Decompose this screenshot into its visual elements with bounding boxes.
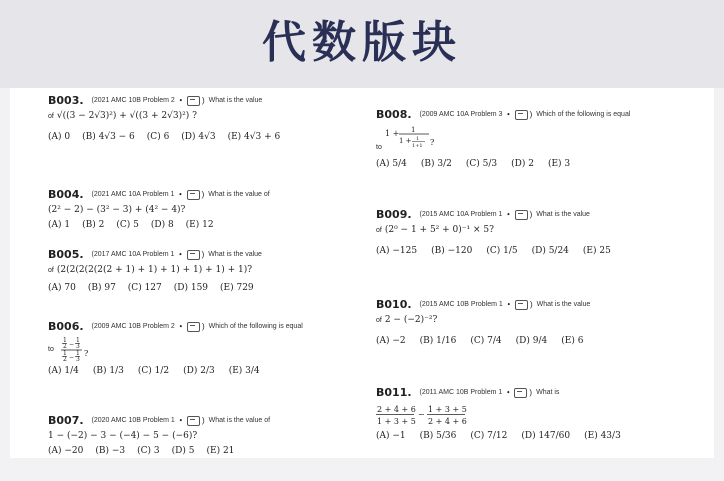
svg-text:3: 3 — [75, 355, 80, 362]
problem-source: (2009 AMC 10B Problem 2 — [91, 322, 175, 330]
answer-c: (C) 1/5 — [486, 246, 518, 256]
svg-text:1 +: 1 + — [398, 136, 412, 145]
problem-b009: B009. (2015 AMC 10A Problem 1 • ) What is the value of (2⁰ − 1 + 5² + 0)⁻¹ × 5? (A) −125 (B) −120 (C) 1/5 (D) 5/24 (E) 25 — [376, 208, 611, 256]
fraction-difference-expression — [376, 403, 472, 427]
answer-b: (B) 1/16 — [419, 336, 457, 346]
problem-b006: B006. (2009 AMC 10B Problem 2 • ) Which of the following is equal to 1 2 − 1 3 1 2 − 1 3 ? (A) 1/4 (B) 1/3 (C) 1/2 (D) 2/3 (E) 3/4 — [48, 320, 303, 376]
svg-text:?: ? — [429, 137, 435, 147]
answer-a: (A) 70 — [48, 283, 76, 293]
problem-question: What is the value — [536, 210, 590, 218]
problem-prefix: to — [376, 144, 382, 151]
problem-prefix: of — [376, 226, 382, 234]
problem-code: B007. — [48, 414, 84, 427]
answer-a: (A) 0 — [48, 132, 71, 142]
answer-a: (A) −2 — [376, 336, 406, 346]
problem-b003: B003. (2021 AMC 10B Problem 2 • ) What is the value of √((3 − 2√3)²) + √((3 + 2√3)²) ? (A) 0 (B) 4√3 − 6 (C) 6 (D) 4√3 (E) 4√3 + 6 — [48, 94, 281, 142]
svg-text:−: − — [418, 409, 425, 419]
answer-e: (E) 6 — [561, 336, 584, 346]
problem-code: B003. — [48, 94, 84, 107]
answer-d: (D) 4√3 — [181, 132, 216, 142]
answer-e: (E) 21 — [206, 446, 235, 456]
problem-b011: B011. (2011 AMC 10B Problem 1 • ) What is 2 + 4 + 6 1 + 3 + 5 − 1 + 3 + 5 2 + 4 + 6 (A) −1 (B) 5/36 (C) 7/12 (D) 147/60 (E) 43/3 — [376, 386, 621, 441]
problem-question: What is — [536, 388, 560, 396]
answer-e: (E) 43/3 — [584, 430, 621, 441]
answer-c: (C) 7/4 — [470, 336, 502, 346]
svg-text:2: 2 — [62, 355, 67, 362]
book-icon — [187, 190, 200, 200]
svg-text:2 + 4 + 6: 2 + 4 + 6 — [377, 404, 416, 414]
problem-source: (2015 AMC 10B Problem 1 — [419, 300, 503, 308]
problem-source: (2020 AMC 10B Problem 1 — [91, 416, 175, 424]
problem-expression: √((3 − 2√3)²) + √((3 + 2√3)²) ? — [56, 110, 197, 121]
problem-source: (2021 AMC 10A Problem 1 — [91, 190, 175, 198]
problem-expression: (2² − 2) − (3² − 3) + (4² − 4)? — [48, 204, 186, 215]
svg-text:1: 1 — [415, 135, 420, 142]
problem-question: What is the value of — [208, 190, 270, 198]
complex-fraction-expression — [60, 336, 98, 362]
problem-expression: (2⁰ − 1 + 5² + 0)⁻¹ × 5? — [384, 224, 494, 235]
answer-d: (D) 8 — [150, 220, 174, 230]
svg-text:−: − — [68, 340, 74, 348]
problem-code: B010. — [376, 298, 412, 311]
problem-code: B008. — [376, 108, 412, 121]
problem-expression: (2(2(2(2(2(2 + 1) + 1) + 1) + 1) + 1) + 1)? — [56, 264, 253, 275]
problem-b005: B005. (2017 AMC 10A Problem 1 • ) What is the value of (2(2(2(2(2(2 + 1) + 1) + 1) + 1) + 1) + 1)? (A) 70 (B) 97 (C) 127 (D) 159 (E) 729 — [48, 248, 262, 293]
svg-text:2 + 4 + 6: 2 + 4 + 6 — [428, 416, 467, 426]
answer-b: (B) −3 — [95, 446, 126, 456]
answer-b: (B) −120 — [431, 246, 473, 256]
svg-text:1+1: 1+1 — [411, 142, 423, 149]
problem-expression: 1 − (−2) − 3 − (−4) − 5 − (−6)? — [48, 430, 198, 441]
answer-a: (A) −20 — [48, 446, 84, 456]
svg-text:1: 1 — [75, 336, 80, 344]
book-icon — [515, 300, 528, 310]
svg-text:1 +: 1 + — [384, 128, 400, 138]
book-icon — [515, 110, 528, 120]
problem-code: B005. — [48, 248, 84, 261]
answer-c: (C) 127 — [127, 283, 162, 293]
answer-e: (E) 4√3 + 6 — [227, 132, 281, 142]
problem-question: What is the value — [208, 96, 263, 104]
problem-source: (2015 AMC 10A Problem 1 — [419, 210, 503, 218]
svg-text:1 + 3 + 5: 1 + 3 + 5 — [377, 416, 416, 426]
problem-code: B011. — [376, 386, 412, 399]
answer-e: (E) 729 — [220, 283, 254, 293]
problem-source: (2011 AMC 10B Problem 1 — [419, 388, 503, 396]
book-icon — [515, 210, 528, 220]
answer-b: (B) 3/2 — [420, 158, 452, 169]
answer-c: (C) 3 — [137, 446, 160, 456]
answer-b: (B) 5/36 — [419, 430, 457, 441]
answer-e: (E) 12 — [185, 220, 214, 230]
answer-c: (C) 7/12 — [470, 430, 508, 441]
answer-b: (B) 4√3 − 6 — [82, 132, 135, 142]
svg-text:1 + 3 + 5: 1 + 3 + 5 — [428, 404, 467, 414]
problem-b008: B008. (2009 AMC 10A Problem 3 • ) Which of the following is equal to 1 + 1 1 + 1 1+1 ? (A) 5/4 (B) 3/2 (C) 5/3 (D) 2 (E) 3 — [376, 108, 631, 169]
problem-question: What is the value — [208, 250, 262, 258]
answer-b: (B) 2 — [82, 220, 105, 230]
problem-source: (2009 AMC 10A Problem 3 — [419, 110, 503, 118]
continued-fraction-expression — [385, 125, 437, 153]
answer-a: (A) −1 — [376, 430, 406, 441]
svg-text:?: ? — [83, 348, 89, 358]
problem-source: (2021 AMC 10B Problem 2 — [91, 96, 175, 104]
problem-prefix: of — [48, 112, 54, 120]
svg-text:−: − — [68, 353, 74, 361]
answer-d: (D) 5 — [171, 446, 195, 456]
answer-a: (A) 1 — [48, 220, 71, 230]
problem-prefix: of — [48, 266, 54, 274]
answer-d: (D) 159 — [173, 283, 209, 293]
answer-c: (C) 1/2 — [137, 365, 170, 376]
book-icon — [514, 388, 527, 398]
problem-question: What is the value of — [208, 416, 271, 424]
answer-b: (B) 97 — [87, 283, 116, 293]
svg-text:2: 2 — [62, 342, 67, 350]
book-icon — [187, 322, 200, 332]
answer-e: (E) 3 — [547, 158, 571, 169]
problem-b004: B004. (2021 AMC 10A Problem 1 • ) What is the value of (2² − 2) − (3² − 3) + (4² − 4)? (A) 1 (B) 2 (C) 5 (D) 8 (E) 12 — [48, 188, 270, 230]
answer-d: (D) 2 — [511, 158, 534, 169]
svg-text:1: 1 — [410, 125, 416, 134]
svg-text:3: 3 — [75, 342, 80, 350]
answer-a: (A) 1/4 — [48, 365, 79, 376]
answer-e: (E) 25 — [582, 246, 611, 256]
answer-e: (E) 3/4 — [228, 365, 260, 376]
problem-prefix: to — [48, 346, 54, 354]
problem-question: What is the value — [536, 300, 591, 308]
answer-d: (D) 9/4 — [515, 336, 548, 346]
book-icon — [187, 250, 200, 260]
answer-d: (D) 147/60 — [521, 430, 571, 441]
problem-code: B006. — [48, 320, 84, 333]
answer-d: (D) 5/24 — [531, 246, 569, 256]
book-icon — [187, 96, 200, 106]
answer-c: (C) 5/3 — [465, 158, 498, 169]
book-icon — [187, 416, 200, 426]
problem-sheet — [10, 88, 714, 458]
problem-prefix: of — [376, 316, 382, 324]
title-banner — [0, 0, 724, 88]
problem-code: B009. — [376, 208, 412, 221]
problem-source: (2017 AMC 10A Problem 1 — [91, 250, 175, 258]
answer-a: (A) 5/4 — [376, 158, 407, 169]
problem-question: Which of the following is equal — [208, 322, 303, 330]
answer-a: (A) −125 — [376, 246, 418, 256]
problem-code: B004. — [48, 188, 84, 201]
answer-c: (C) 5 — [116, 220, 139, 230]
problem-b007: B007. (2020 AMC 10B Problem 1 • ) What is the value of 1 − (−2) − 3 − (−4) − 5 − (−6)? (A) −20 (B) −3 (C) 3 (D) 5 (E) 21 — [48, 414, 271, 456]
problem-expression: 2 − (−2)⁻²? — [384, 314, 438, 325]
problem-b010: B010. (2015 AMC 10B Problem 1 • ) What is the value of 2 − (−2)⁻²? (A) −2 (B) 1/16 (C) 7/4 (D) 9/4 (E) 6 — [376, 298, 591, 346]
answer-c: (C) 6 — [146, 132, 170, 142]
problem-question: Which of the following is equal — [536, 110, 631, 118]
svg-text:1: 1 — [75, 349, 80, 357]
answer-d: (D) 2/3 — [183, 365, 215, 376]
svg-text:1: 1 — [62, 336, 67, 344]
page-title: 代数版块 — [262, 17, 462, 68]
answer-b: (B) 1/3 — [92, 365, 124, 376]
svg-text:1: 1 — [62, 349, 67, 357]
